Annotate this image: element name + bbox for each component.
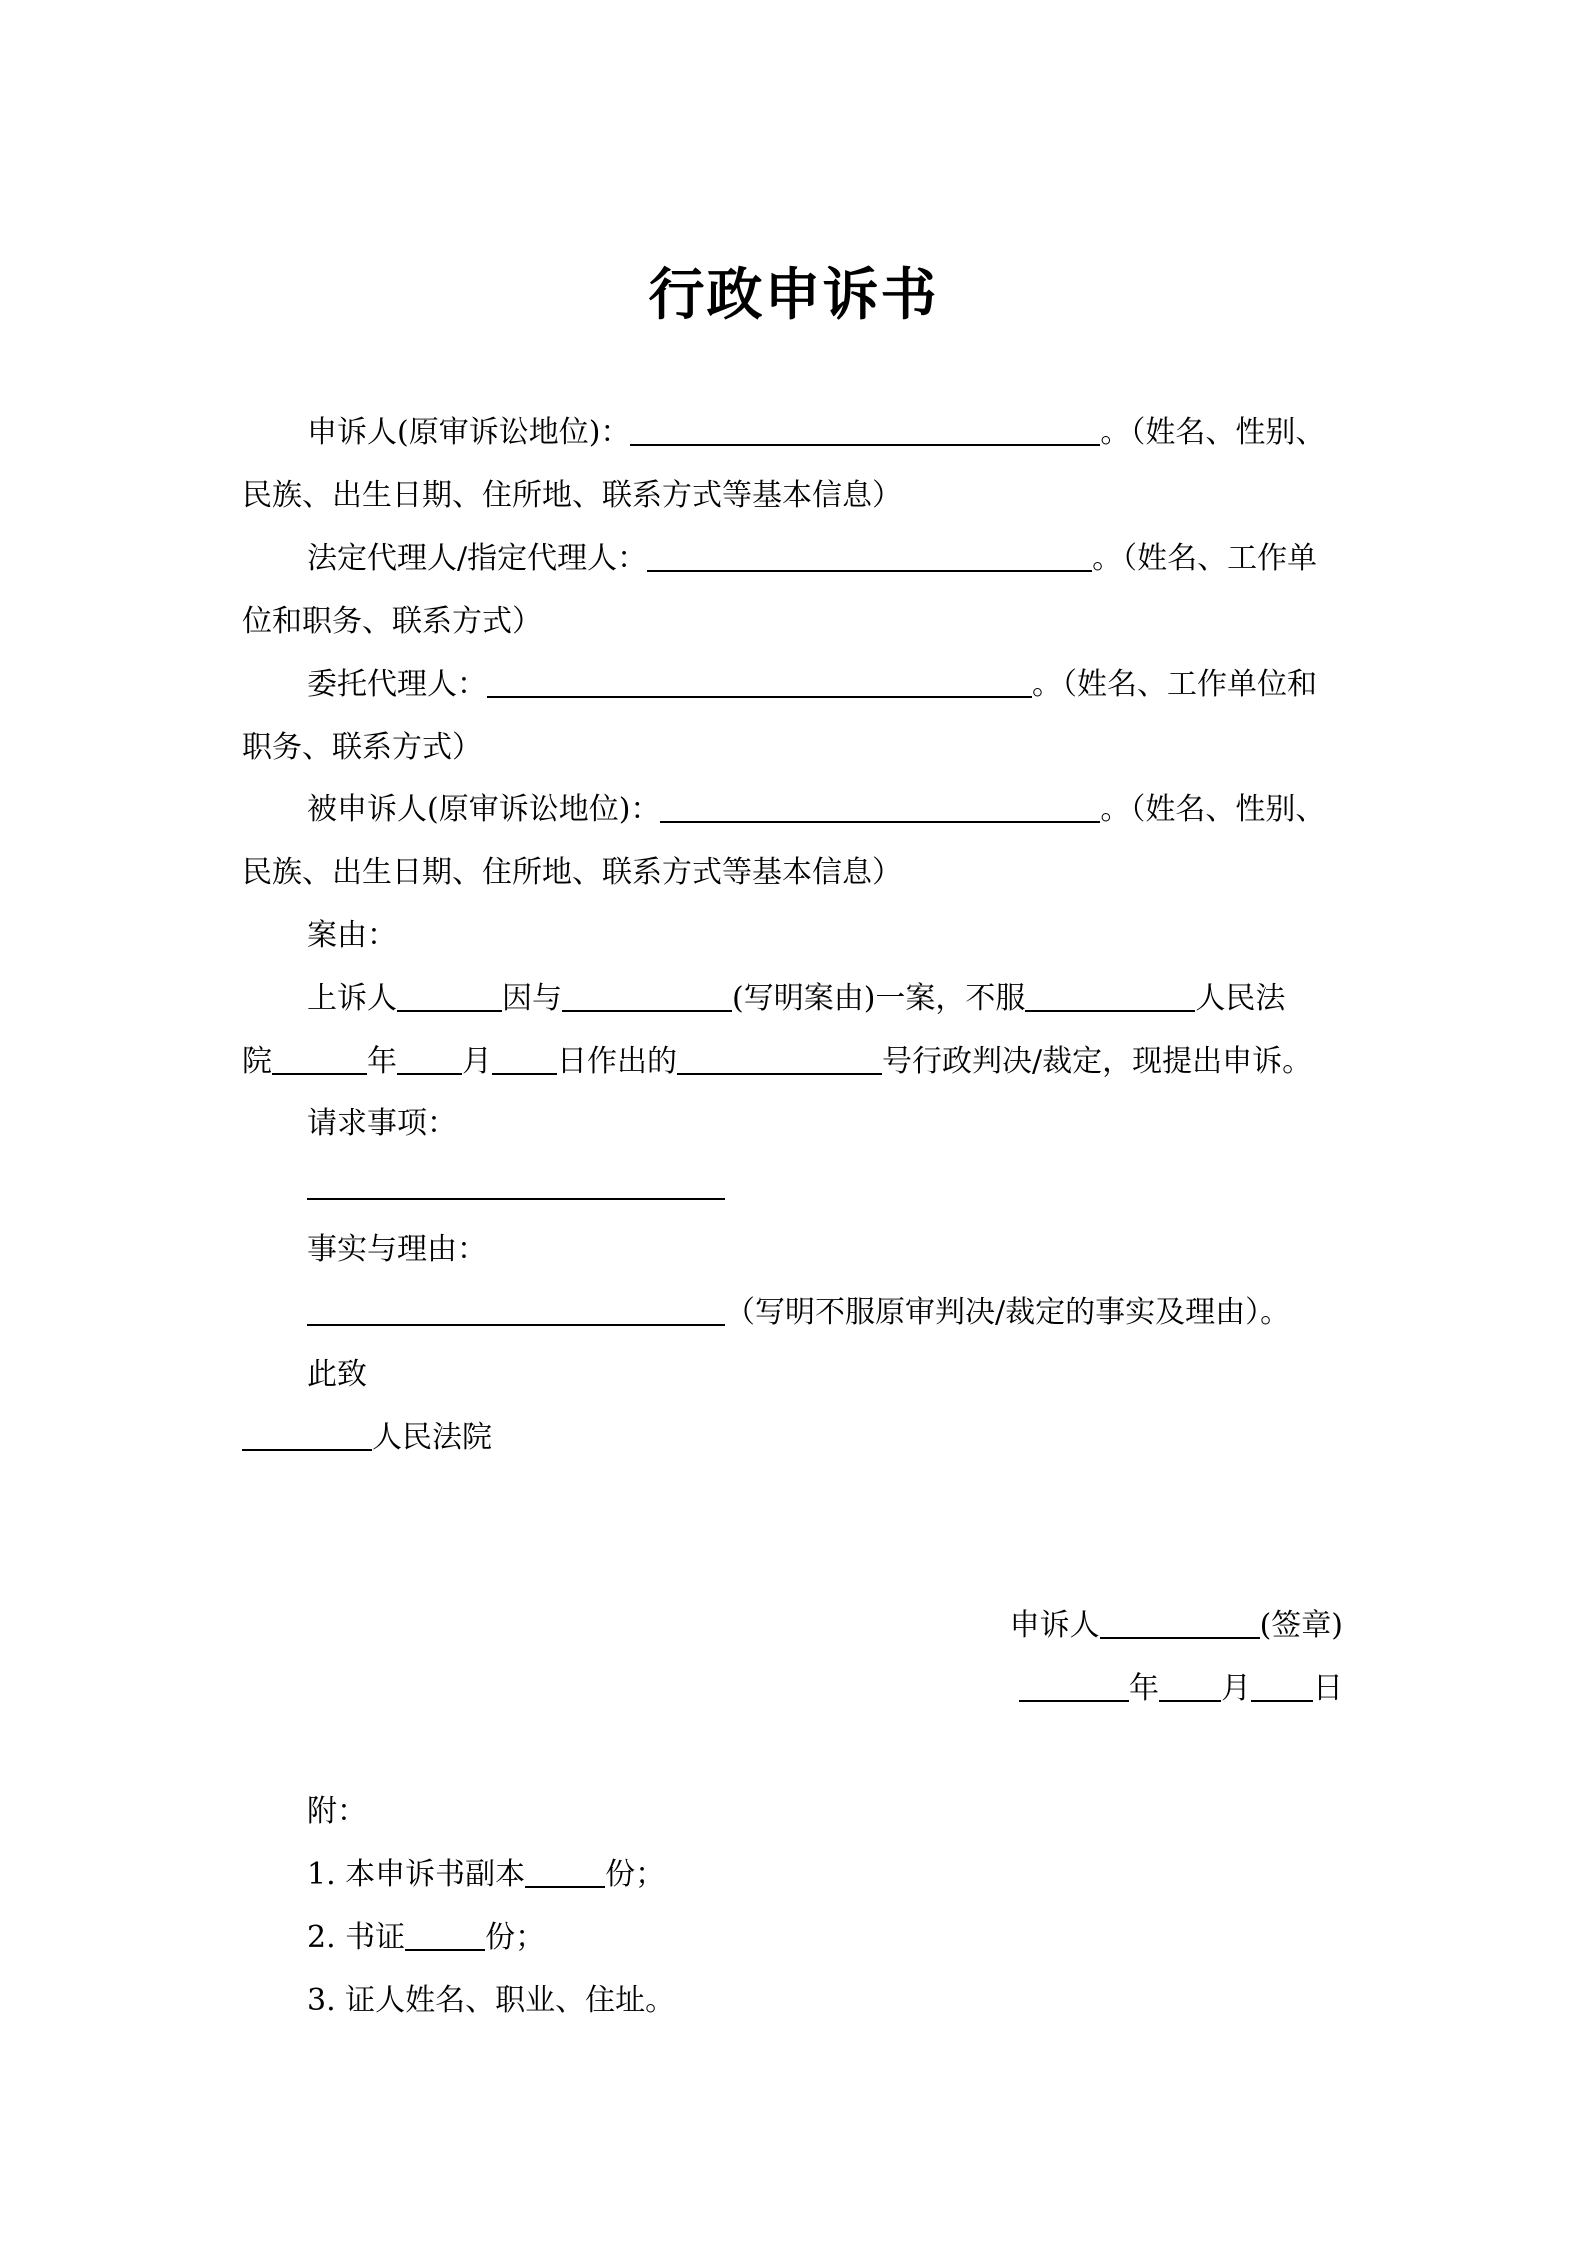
signature-label: 申诉人 — [1009, 1608, 1100, 1643]
entrusted-agent-label: 委托代理人： — [307, 667, 487, 702]
attachment-1-suffix: 份； — [605, 1857, 666, 1892]
legal-agent-hint: 。（姓名、工作单 — [1092, 541, 1318, 576]
facts-blank[interactable] — [307, 1294, 725, 1326]
sign-month-label: 月 — [1221, 1671, 1251, 1706]
document-title: 行政申诉书 — [648, 262, 939, 328]
documents-count-blank[interactable] — [405, 1919, 485, 1951]
judgment-day-blank[interactable] — [492, 1043, 557, 1075]
attachments-label: 附： — [307, 1794, 367, 1829]
signature-date-line — [1019, 1669, 1343, 1709]
respondent-label: 被申诉人(原审诉讼地位)： — [307, 792, 661, 827]
respondent-line — [307, 790, 1325, 830]
entrusted-agent-blank[interactable] — [487, 666, 1032, 698]
sign-year-blank[interactable] — [1019, 1670, 1129, 1702]
opponent-blank[interactable] — [562, 980, 732, 1012]
sign-year-label: 年 — [1129, 1671, 1159, 1706]
cause-text-court: 人民法 — [1195, 981, 1286, 1016]
judgment-year-blank[interactable] — [272, 1043, 367, 1075]
petitioner-blank[interactable] — [630, 414, 1100, 446]
respondent-hint-continued: 民族、出生日期、住所地、联系方式等基本信息） — [242, 855, 902, 890]
legal-agent-blank[interactable] — [647, 540, 1092, 572]
signature-line — [1010, 1606, 1343, 1646]
claims-label: 请求事项： — [307, 1106, 457, 1141]
cause-text-month: 月 — [462, 1044, 492, 1079]
court-addressee-line — [242, 1418, 492, 1458]
cause-label: 案由： — [307, 918, 397, 953]
legal-agent-line — [307, 539, 1317, 579]
entrusted-agent-hint-continued: 职务、联系方式） — [242, 730, 482, 765]
respondent-hint: 。（姓名、性别、 — [1100, 792, 1326, 827]
attachment-item-3: 3. 证人姓名、职业、住址。 — [307, 1983, 676, 2018]
claims-line — [307, 1167, 725, 1207]
copies-count-blank[interactable] — [525, 1856, 605, 1888]
attachment-item-1 — [307, 1855, 665, 1895]
cause-text-issued: 日作出的 — [557, 1044, 677, 1079]
cause-text-yuan: 院 — [242, 1044, 272, 1079]
cause-text-appellant: 上诉人 — [307, 981, 397, 1016]
petitioner-hint-continued: 民族、出生日期、住所地、联系方式等基本信息） — [242, 478, 902, 513]
cause-text-judgment: 号行政判决/裁定，现提出申诉。 — [882, 1044, 1313, 1079]
judgment-month-blank[interactable] — [397, 1043, 462, 1075]
legal-agent-label: 法定代理人/指定代理人： — [307, 541, 648, 576]
attachment-2-suffix: 份； — [485, 1920, 546, 1955]
claims-blank[interactable] — [307, 1168, 725, 1200]
cause-line-2 — [242, 1042, 1312, 1082]
facts-hint: （写明不服原审判决/裁定的事实及理由）。 — [725, 1295, 1291, 1330]
court-name-blank[interactable] — [242, 1419, 372, 1451]
facts-label: 事实与理由： — [307, 1232, 487, 1267]
sign-month-blank[interactable] — [1159, 1670, 1221, 1702]
facts-line — [307, 1293, 1290, 1333]
sign-day-blank[interactable] — [1251, 1670, 1313, 1702]
attachment-2-text: 2. 书证 — [307, 1920, 406, 1955]
judgment-number-blank[interactable] — [677, 1043, 882, 1075]
respondent-blank[interactable] — [660, 791, 1100, 823]
court-addressee-suffix: 人民法院 — [372, 1420, 492, 1455]
cause-text-case: (写明案由)一案，不服 — [732, 981, 1026, 1016]
salutation: 此致 — [307, 1357, 367, 1392]
appellant-blank[interactable] — [397, 980, 502, 1012]
entrusted-agent-line — [307, 665, 1317, 705]
petitioner-line — [307, 413, 1325, 453]
sign-day-label: 日 — [1313, 1671, 1343, 1706]
signature-seal: (签章) — [1259, 1608, 1343, 1643]
signature-blank[interactable] — [1100, 1607, 1260, 1639]
cause-line-1 — [307, 979, 1285, 1019]
legal-agent-hint-continued: 位和职务、联系方式） — [242, 604, 542, 639]
cause-text-year: 年 — [367, 1044, 397, 1079]
petitioner-label: 申诉人(原审诉讼地位)： — [307, 415, 631, 450]
court-blank[interactable] — [1025, 980, 1195, 1012]
petitioner-hint: 。（姓名、性别、 — [1100, 415, 1326, 450]
attachment-1-text: 1. 本申诉书副本 — [307, 1857, 526, 1892]
cause-text-with: 因与 — [502, 981, 562, 1016]
entrusted-agent-hint: 。（姓名、工作单位和 — [1032, 667, 1317, 702]
attachment-item-2 — [307, 1918, 545, 1958]
